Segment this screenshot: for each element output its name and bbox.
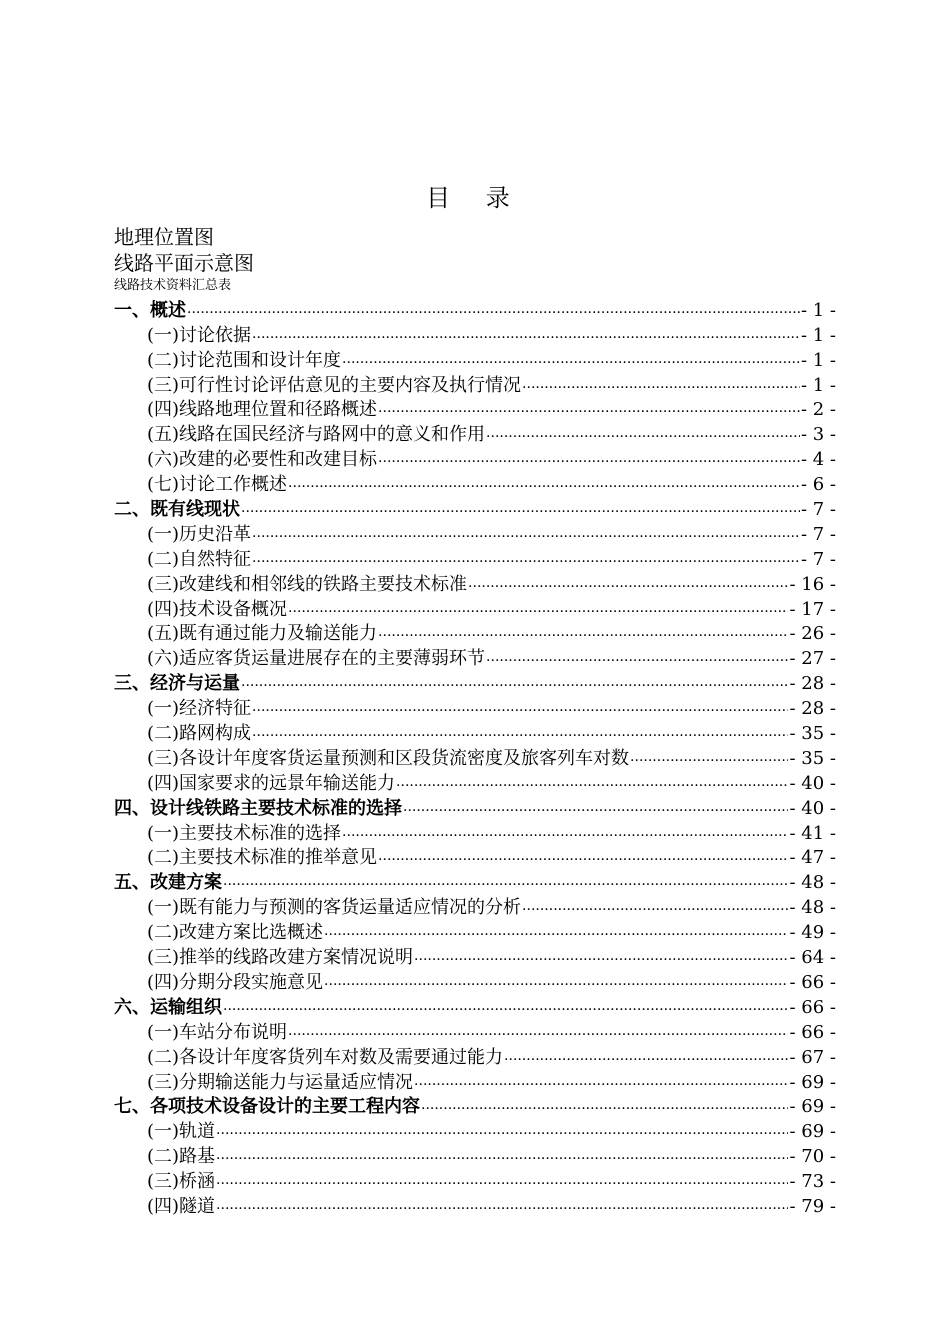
toc-dot-leader bbox=[396, 772, 788, 792]
toc-dot-leader bbox=[216, 1170, 788, 1190]
toc-entry-title: (四)线路地理位置和径路概述 bbox=[147, 399, 378, 421]
toc-section-entry[interactable] bbox=[114, 1095, 836, 1120]
toc-dot-leader bbox=[252, 548, 800, 568]
toc-subsection-entry[interactable] bbox=[114, 522, 836, 547]
toc-entry-title: (一)讨论依据 bbox=[147, 324, 252, 346]
toc-page-number: - 48 - bbox=[789, 872, 836, 894]
toc-subsection-entry[interactable] bbox=[114, 1144, 836, 1169]
toc-entry-title: (二)主要技术标准的推举意见 bbox=[147, 847, 378, 869]
toc-entry-title: (一)主要技术标准的选择 bbox=[147, 822, 342, 844]
toc-page-number: - 17 - bbox=[789, 598, 836, 620]
toc-page-number: - 79 - bbox=[789, 1195, 836, 1217]
toc-page-number: - 66 - bbox=[789, 996, 836, 1018]
toc-subsection-entry[interactable] bbox=[114, 547, 836, 572]
toc-subsection-entry[interactable] bbox=[114, 1070, 836, 1095]
toc-subsection-entry[interactable] bbox=[114, 920, 836, 945]
toc-section-entry[interactable] bbox=[114, 671, 836, 696]
toc-page-number: - 1 - bbox=[800, 324, 836, 346]
toc-entry-title: (六)适应客货运量进展存在的主要薄弱环节 bbox=[147, 648, 486, 670]
toc-page-number: - 69 - bbox=[789, 1121, 836, 1143]
toc-dot-leader bbox=[342, 822, 788, 842]
toc-entry-title: (三)各设计年度客货运量预测和区段货流密度及旅客列车对数 bbox=[147, 747, 630, 769]
toc-page-number: - 27 - bbox=[789, 648, 836, 670]
toc-dot-leader bbox=[522, 374, 800, 394]
toc-dot-leader bbox=[252, 697, 788, 717]
toc-subsection-entry[interactable] bbox=[114, 398, 836, 423]
front-matter-map-location: 地理位置图 bbox=[114, 225, 214, 249]
toc-section-entry[interactable] bbox=[114, 995, 836, 1020]
toc-subsection-entry[interactable] bbox=[114, 1020, 836, 1045]
toc-entry-title: (三)桥涵 bbox=[147, 1171, 216, 1193]
toc-entry-title: 二、既有线现状 bbox=[114, 499, 240, 521]
toc-entry-title: 六、运输组织 bbox=[114, 996, 222, 1018]
toc-entry-title: (四)隧道 bbox=[147, 1195, 216, 1217]
toc-subsection-entry[interactable] bbox=[114, 422, 836, 447]
toc-subsection-entry[interactable] bbox=[114, 597, 836, 622]
toc-entry-title: (三)可行性讨论评估意见的主要内容及执行情况 bbox=[147, 374, 522, 396]
toc-dot-leader bbox=[241, 498, 800, 518]
toc-dot-leader bbox=[187, 299, 800, 319]
toc-dot-leader bbox=[223, 871, 788, 891]
toc-dot-leader bbox=[468, 573, 788, 593]
toc-entry-title: (四)国家要求的远景年输送能力 bbox=[147, 772, 396, 794]
toc-page-number: - 66 - bbox=[789, 1021, 836, 1043]
toc-subsection-entry[interactable] bbox=[114, 447, 836, 472]
toc-page-number: - 7 - bbox=[800, 548, 836, 570]
toc-page-number: - 6 - bbox=[800, 474, 836, 496]
toc-subsection-entry[interactable] bbox=[114, 1045, 836, 1070]
toc-entry-title: (一)经济特征 bbox=[147, 698, 252, 720]
toc-page-number: - 3 - bbox=[800, 424, 836, 446]
toc-entry-title: (二)讨论范围和设计年度 bbox=[147, 349, 342, 371]
toc-page-number: - 64 - bbox=[789, 947, 836, 969]
toc-dot-leader bbox=[252, 523, 800, 543]
toc-dot-leader bbox=[216, 1195, 788, 1215]
toc-dot-leader bbox=[324, 921, 788, 941]
toc-subsection-entry[interactable] bbox=[114, 945, 836, 970]
toc-dot-leader bbox=[241, 672, 788, 692]
toc-page-number: - 1 - bbox=[800, 349, 836, 371]
toc-dot-leader bbox=[252, 722, 788, 742]
toc-entry-title: (七)讨论工作概述 bbox=[147, 474, 288, 496]
toc-page-number: - 49 - bbox=[789, 922, 836, 944]
toc-dot-leader bbox=[288, 1021, 788, 1041]
toc-subsection-entry[interactable] bbox=[114, 721, 836, 746]
toc-section-entry[interactable] bbox=[114, 870, 836, 895]
toc-entry-title: 四、设计线铁路主要技术标准的选择 bbox=[114, 797, 402, 819]
toc-entry-title: (三)改建线和相邻线的铁路主要技术标准 bbox=[147, 573, 468, 595]
toc-entry-title: (四)技术设备概况 bbox=[147, 598, 288, 620]
toc-dot-leader bbox=[324, 971, 788, 991]
toc-entry-title: (一)轨道 bbox=[147, 1121, 216, 1143]
toc-subsection-entry[interactable] bbox=[114, 821, 836, 846]
toc-subsection-entry[interactable] bbox=[114, 846, 836, 871]
toc-subsection-entry[interactable] bbox=[114, 323, 836, 348]
toc-entry-title: 五、改建方案 bbox=[114, 872, 222, 894]
toc-entry-title: (二)改建方案比选概述 bbox=[147, 922, 324, 944]
toc-dot-leader bbox=[378, 622, 788, 642]
page-title: 目 录 bbox=[426, 184, 524, 212]
toc-page-number: - 1 - bbox=[800, 299, 836, 321]
toc-section-entry[interactable] bbox=[114, 497, 836, 522]
toc-dot-leader bbox=[630, 747, 788, 767]
toc-page-number: - 1 - bbox=[800, 374, 836, 396]
toc-subsection-entry[interactable] bbox=[114, 970, 836, 995]
toc-page-number: - 70 - bbox=[789, 1146, 836, 1168]
toc-dot-leader bbox=[378, 448, 800, 468]
front-matter-route-plan: 线路平面示意图 bbox=[114, 251, 254, 275]
toc-page-number: - 16 - bbox=[789, 573, 836, 595]
toc-dot-leader bbox=[252, 324, 800, 344]
toc-page-number: - 28 - bbox=[789, 698, 836, 720]
toc-page-number: - 73 - bbox=[789, 1171, 836, 1193]
toc-entry-title: (六)改建的必要性和改建目标 bbox=[147, 449, 378, 471]
toc-page-number: - 47 - bbox=[789, 847, 836, 869]
toc-dot-leader bbox=[288, 473, 800, 493]
toc-page-number: - 69 - bbox=[789, 1096, 836, 1118]
front-matter-tech-summary: 线路技术资料汇总表 bbox=[114, 278, 232, 293]
toc-subsection-entry[interactable] bbox=[114, 1119, 836, 1144]
toc-dot-leader bbox=[342, 349, 800, 369]
toc-entry-title: (五)线路在国民经济与路网中的意义和作用 bbox=[147, 424, 486, 446]
toc-subsection-entry[interactable] bbox=[114, 373, 836, 398]
toc-entry-title: 三、经济与运量 bbox=[114, 673, 240, 695]
toc-subsection-entry[interactable] bbox=[114, 646, 836, 671]
toc-dot-leader bbox=[486, 423, 800, 443]
toc-subsection-entry[interactable] bbox=[114, 1169, 836, 1194]
toc-dot-leader bbox=[223, 996, 788, 1016]
toc-dot-leader bbox=[378, 398, 800, 418]
toc-entry-title: (二)路基 bbox=[147, 1146, 216, 1168]
toc-dot-leader bbox=[522, 896, 788, 916]
toc-entry-title: (一)历史沿革 bbox=[147, 523, 252, 545]
toc-dot-leader bbox=[288, 598, 788, 618]
toc-subsection-entry[interactable] bbox=[114, 622, 836, 647]
toc-page-number: - 40 - bbox=[789, 797, 836, 819]
toc-entry-title: (二)路网构成 bbox=[147, 723, 252, 745]
toc-page-number: - 7 - bbox=[800, 523, 836, 545]
toc-dot-leader bbox=[414, 1071, 788, 1091]
toc-page-number: - 2 - bbox=[800, 399, 836, 421]
toc-page-number: - 35 - bbox=[789, 747, 836, 769]
toc-page-number: - 28 - bbox=[789, 673, 836, 695]
toc-page-number: - 66 - bbox=[789, 971, 836, 993]
toc-entry-title: 一、概述 bbox=[114, 299, 186, 321]
toc-dot-leader bbox=[403, 797, 788, 817]
toc-page-number: - 26 - bbox=[789, 623, 836, 645]
toc-entry-title: 七、各项技术设备设计的主要工程内容 bbox=[114, 1096, 420, 1118]
toc-entry-title: (二)自然特征 bbox=[147, 548, 252, 570]
toc-entry-title: (三)推举的线路改建方案情况说明 bbox=[147, 947, 414, 969]
toc-page-number: - 40 - bbox=[789, 772, 836, 794]
toc-page-number: - 67 - bbox=[789, 1046, 836, 1068]
toc-section-entry[interactable] bbox=[114, 298, 836, 323]
toc-entry-title: (五)既有通过能力及输送能力 bbox=[147, 623, 378, 645]
toc-dot-leader bbox=[421, 1095, 788, 1115]
table-of-contents bbox=[114, 298, 836, 1219]
toc-subsection-entry[interactable] bbox=[114, 348, 836, 373]
toc-page-number: - 69 - bbox=[789, 1071, 836, 1093]
toc-page-number: - 41 - bbox=[789, 822, 836, 844]
toc-subsection-entry[interactable] bbox=[114, 771, 836, 796]
toc-entry-title: (一)车站分布说明 bbox=[147, 1021, 288, 1043]
toc-dot-leader bbox=[378, 846, 788, 866]
toc-page-number: - 35 - bbox=[789, 723, 836, 745]
toc-subsection-entry[interactable] bbox=[114, 746, 836, 771]
toc-page-number: - 4 - bbox=[800, 449, 836, 471]
toc-dot-leader bbox=[504, 1046, 788, 1066]
toc-dot-leader bbox=[216, 1120, 788, 1140]
toc-page-number: - 7 - bbox=[800, 499, 836, 521]
toc-subsection-entry[interactable] bbox=[114, 472, 836, 497]
toc-entry-title: (四)分期分段实施意见 bbox=[147, 971, 324, 993]
toc-page-number: - 48 - bbox=[789, 897, 836, 919]
toc-entry-title: (一)既有能力与预测的客货运量适应情况的分析 bbox=[147, 897, 522, 919]
toc-subsection-entry[interactable] bbox=[114, 1194, 836, 1219]
toc-section-entry[interactable] bbox=[114, 796, 836, 821]
toc-subsection-entry[interactable] bbox=[114, 895, 836, 920]
toc-dot-leader bbox=[486, 647, 788, 667]
toc-subsection-entry[interactable] bbox=[114, 572, 836, 597]
toc-entry-title: (二)各设计年度客货列车对数及需要通过能力 bbox=[147, 1046, 504, 1068]
toc-subsection-entry[interactable] bbox=[114, 696, 836, 721]
toc-dot-leader bbox=[414, 946, 788, 966]
toc-dot-leader bbox=[216, 1145, 788, 1165]
toc-entry-title: (三)分期输送能力与运量适应情况 bbox=[147, 1071, 414, 1093]
